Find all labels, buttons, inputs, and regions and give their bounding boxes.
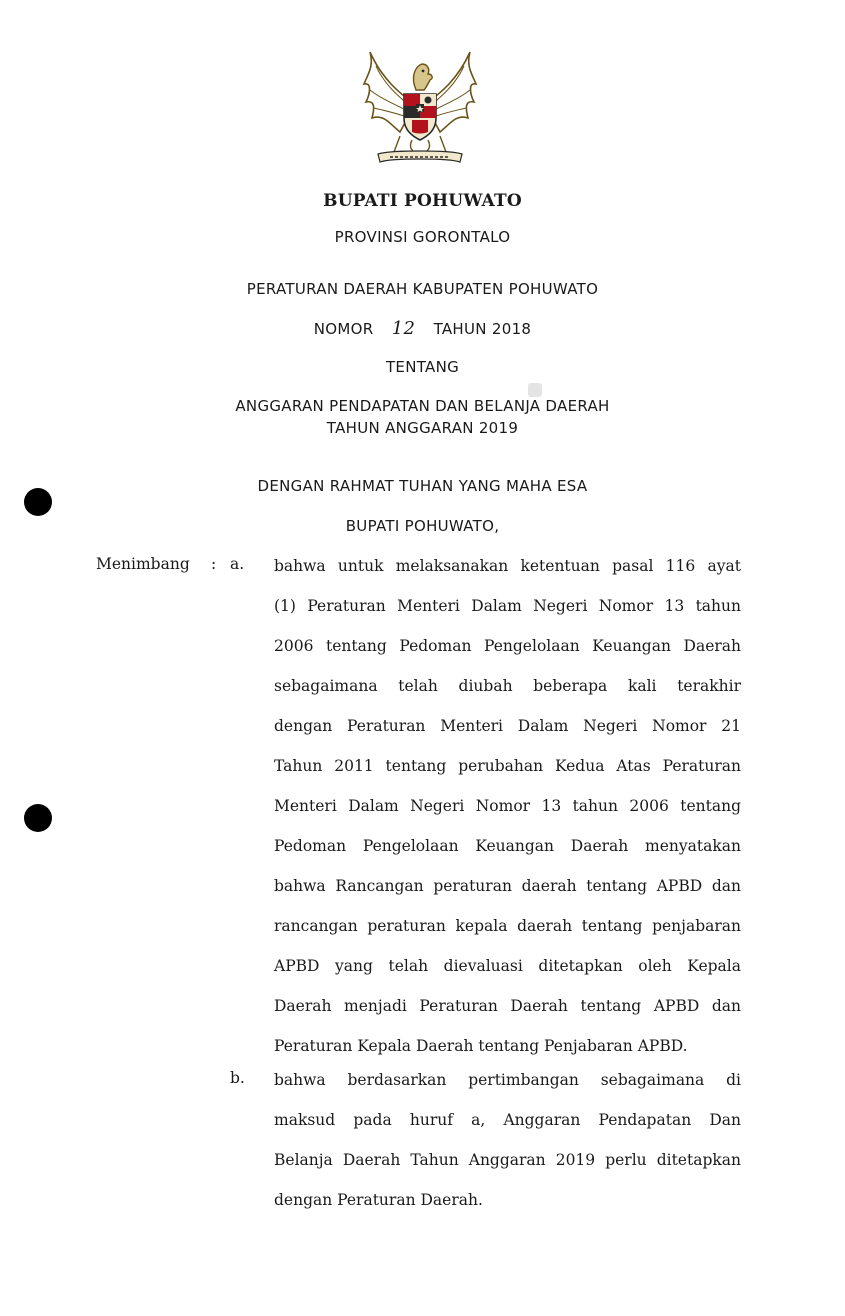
regulation-heading: PERATURAN DAERAH KABUPATEN POHUWATO bbox=[246, 280, 599, 298]
paragraph-line: sebagaimana telah diubah beberapa kali terakhir bbox=[274, 677, 741, 695]
rahmat-line: DENGAN RAHMAT TUHAN YANG MAHA ESA bbox=[257, 477, 588, 495]
tentang-heading: TENTANG bbox=[385, 358, 460, 376]
paragraph-line: dengan Peraturan Daerah. bbox=[274, 1191, 483, 1209]
item-a-letter: a. bbox=[230, 555, 245, 573]
menimbang-label: Menimbang bbox=[96, 555, 190, 573]
regulation-number-line bbox=[0, 318, 845, 339]
item-a-paragraph bbox=[274, 555, 741, 1075]
paragraph-line: (1) Peraturan Menteri Dalam Negeri Nomor 13 tahun bbox=[274, 597, 741, 615]
subject-line-2: TAHUN ANGGARAN 2019 bbox=[326, 419, 519, 437]
garuda-emblem bbox=[360, 44, 480, 168]
nomor-label: NOMOR bbox=[313, 320, 374, 338]
bupati-salutation: BUPATI POHUWATO, bbox=[345, 517, 500, 535]
paragraph-line: Menteri Dalam Negeri Nomor 13 tahun 2006 tentang bbox=[274, 797, 741, 815]
paraf-stamp-mark bbox=[528, 383, 542, 397]
item-b-letter: b. bbox=[230, 1069, 245, 1087]
paragraph-line: 2006 tentang Pedoman Pengelolaan Keuangan Daerah bbox=[274, 637, 741, 655]
paragraph-line: APBD yang telah dievaluasi ditetapkan oleh Kepala bbox=[274, 957, 741, 975]
paragraph-line: rancangan peraturan kepala daerah tentang penjabaran bbox=[274, 917, 741, 935]
paragraph-line: bahwa Rancangan peraturan daerah tentang APBD dan bbox=[274, 877, 741, 895]
paragraph-line: Daerah menjadi Peraturan Daerah tentang APBD dan bbox=[274, 997, 741, 1015]
subject-line-1: ANGGARAN PENDAPATAN DAN BELANJA DAERAH bbox=[235, 397, 610, 415]
paragraph-line: bahwa untuk melaksanakan ketentuan pasal 116 ayat bbox=[274, 557, 741, 575]
tahun-label: TAHUN 2018 bbox=[433, 320, 532, 338]
paragraph-line: Pedoman Pengelolaan Keuangan Daerah menyatakan bbox=[274, 837, 741, 855]
paragraph-line: Peraturan Kepala Daerah tentang Penjabaran APBD. bbox=[274, 1037, 688, 1055]
punch-hole-bottom bbox=[24, 804, 52, 832]
item-b-paragraph bbox=[274, 1069, 741, 1229]
nomor-handwritten-value: 12 bbox=[391, 318, 416, 339]
paragraph-line: Belanja Daerah Tahun Anggaran 2019 perlu ditetapkan bbox=[274, 1151, 741, 1169]
menimbang-colon: : bbox=[211, 555, 217, 573]
province-name: PROVINSI GORONTALO bbox=[334, 228, 511, 246]
paragraph-line: bahwa berdasarkan pertimbangan sebagaimana di bbox=[274, 1071, 741, 1089]
paragraph-line: maksud pada huruf a, Anggaran Pendapatan Dan bbox=[274, 1111, 741, 1129]
paragraph-line: dengan Peraturan Menteri Dalam Negeri Nomor 21 bbox=[274, 717, 741, 735]
issuer-title: BUPATI POHUWATO bbox=[323, 191, 522, 211]
paragraph-line: Tahun 2011 tentang perubahan Kedua Atas Peraturan bbox=[274, 757, 741, 775]
